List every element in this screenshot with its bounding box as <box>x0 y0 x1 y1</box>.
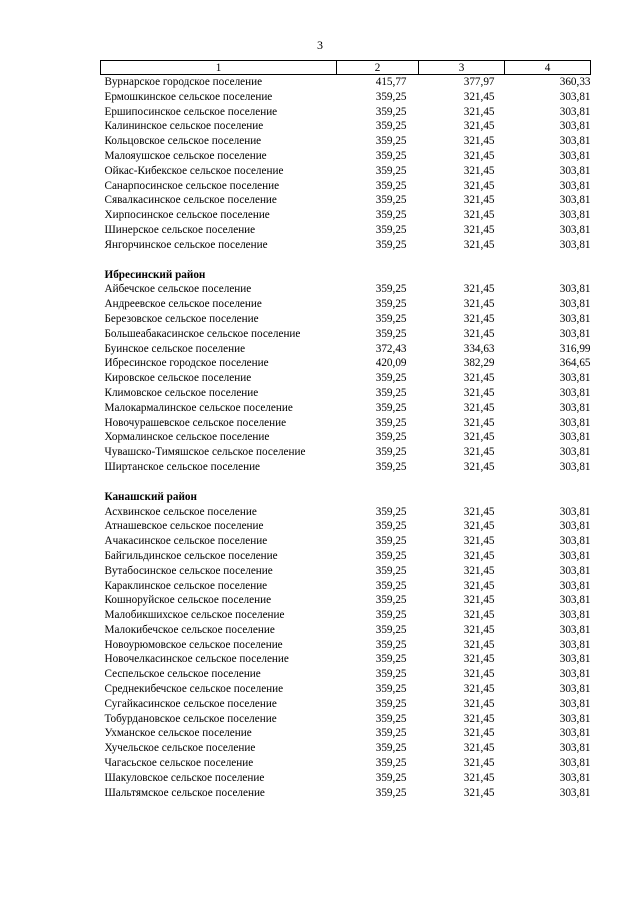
value-col-3: 321,45 <box>463 223 495 236</box>
settlement-name: Кошноруйское сельское поселение <box>104 594 272 607</box>
value-col-3: 321,45 <box>463 179 495 192</box>
table-row <box>101 164 591 179</box>
settlement-name: Малокибечское сельское поселение <box>104 623 275 636</box>
settlement-name: Среднекибечское сельское поселение <box>104 683 284 696</box>
value-col-4: 303,81 <box>559 564 591 577</box>
settlement-name: Хормалинское сельское поселение <box>104 431 270 444</box>
table-row <box>101 505 591 520</box>
value-col-2: 359,25 <box>375 283 407 296</box>
value-col-3: 321,45 <box>463 697 495 710</box>
value-col-2: 359,25 <box>375 520 407 533</box>
table-row <box>101 401 591 416</box>
district-heading <box>101 268 591 283</box>
value-col-4: 303,81 <box>559 105 591 118</box>
value-col-4: 303,81 <box>559 683 591 696</box>
table-row <box>101 75 591 90</box>
district-heading <box>101 490 591 505</box>
table-row <box>101 297 591 312</box>
value-col-4: 303,81 <box>559 579 591 592</box>
value-col-4: 303,81 <box>559 238 591 251</box>
value-col-2: 359,25 <box>375 416 407 429</box>
value-col-4: 303,81 <box>559 609 591 622</box>
value-col-4: 303,81 <box>559 549 591 562</box>
value-col-4: 303,81 <box>559 653 591 666</box>
table-row <box>101 223 591 238</box>
header-col-4: 4 <box>505 61 591 75</box>
value-col-2: 359,25 <box>375 697 407 710</box>
value-col-2: 359,25 <box>375 298 407 311</box>
table-row <box>101 134 591 149</box>
table-row <box>101 208 591 223</box>
value-col-3: 321,45 <box>463 505 495 518</box>
value-col-3: 321,45 <box>463 386 495 399</box>
value-col-3: 321,45 <box>463 401 495 414</box>
page-number: 3 <box>317 38 323 52</box>
value-col-2: 359,25 <box>375 120 407 133</box>
value-col-4: 303,81 <box>559 135 591 148</box>
value-col-2: 359,25 <box>375 757 407 770</box>
value-col-4: 303,81 <box>559 372 591 385</box>
table-row <box>101 327 591 342</box>
table-row <box>101 623 591 638</box>
value-col-4: 303,81 <box>559 327 591 340</box>
value-col-3: 321,45 <box>463 312 495 325</box>
value-col-4: 303,81 <box>559 283 591 296</box>
value-col-3: 321,45 <box>463 564 495 577</box>
value-col-3: 321,45 <box>463 742 495 755</box>
table-row <box>101 149 591 164</box>
value-col-3: 321,45 <box>463 283 495 296</box>
value-col-4: 303,81 <box>559 298 591 311</box>
settlement-name: Ачакасинское сельское поселение <box>104 535 268 548</box>
value-col-3: 321,45 <box>463 712 495 725</box>
value-col-3: 321,45 <box>463 135 495 148</box>
value-col-3: 321,45 <box>463 609 495 622</box>
value-col-2: 359,25 <box>375 386 407 399</box>
value-col-4: 303,81 <box>559 460 591 473</box>
value-col-4: 316,99 <box>559 342 591 355</box>
value-col-3: 321,45 <box>463 668 495 681</box>
table-row <box>101 416 591 431</box>
settlement-name: Малокармалинское сельское поселение <box>104 401 293 414</box>
value-col-2: 359,25 <box>375 179 407 192</box>
value-col-3: 321,45 <box>463 549 495 562</box>
table-row <box>101 638 591 653</box>
table-row <box>101 430 591 445</box>
value-col-3: 321,45 <box>463 149 495 162</box>
settlement-name: Малобикшихское сельское поселение <box>104 609 285 622</box>
table-row <box>101 756 591 771</box>
settlement-name: Климовское сельское поселение <box>104 386 259 399</box>
value-col-2: 420,09 <box>375 357 407 370</box>
settlement-name: Буинское сельское поселение <box>104 342 246 355</box>
value-col-3: 377,97 <box>463 76 495 88</box>
value-col-3: 321,45 <box>463 105 495 118</box>
table-row <box>101 712 591 727</box>
value-col-2: 359,25 <box>375 431 407 444</box>
value-col-3: 321,45 <box>463 120 495 133</box>
value-col-4: 303,81 <box>559 149 591 162</box>
settlement-name: Байгильдинское сельское поселение <box>104 549 278 562</box>
value-col-3: 321,45 <box>463 446 495 459</box>
table-row <box>101 682 591 697</box>
settlement-name: Хирпосинское сельское поселение <box>104 209 270 222</box>
value-col-2: 359,25 <box>375 549 407 562</box>
table-row <box>101 312 591 327</box>
table-row <box>101 549 591 564</box>
value-col-4: 303,81 <box>559 505 591 518</box>
district-title: Канашский район <box>104 490 197 503</box>
settlement-name: Сугайкасинское сельское поселение <box>104 697 277 710</box>
value-col-4: 303,81 <box>559 535 591 548</box>
table-row <box>101 534 591 549</box>
table-row <box>101 564 591 579</box>
header-col-1: 1 <box>101 61 337 75</box>
settlement-name: Ершипосинское сельское поселение <box>104 105 278 118</box>
value-col-4: 360,33 <box>559 76 591 88</box>
value-col-2: 359,25 <box>375 638 407 651</box>
settlement-name: Вутабосинское сельское поселение <box>104 564 273 577</box>
value-col-3: 321,45 <box>463 594 495 607</box>
value-col-4: 303,81 <box>559 194 591 207</box>
value-col-2: 359,25 <box>375 446 407 459</box>
value-col-2: 359,25 <box>375 594 407 607</box>
value-col-4: 303,81 <box>559 638 591 651</box>
header-col-2: 2 <box>337 61 419 75</box>
value-col-4: 303,81 <box>559 668 591 681</box>
group-spacer <box>101 475 591 490</box>
value-col-2: 359,25 <box>375 727 407 740</box>
value-col-4: 303,81 <box>559 312 591 325</box>
settlement-name: Ибресинское городское поселение <box>104 357 269 370</box>
value-col-2: 359,25 <box>375 327 407 340</box>
table-row <box>101 667 591 682</box>
value-col-4: 303,81 <box>559 697 591 710</box>
value-col-2: 359,25 <box>375 460 407 473</box>
value-col-2: 359,25 <box>375 505 407 518</box>
settlement-name: Шинерское сельское поселение <box>104 223 256 236</box>
settlement-name: Хучельское сельское поселение <box>104 742 256 755</box>
header-col-3: 3 <box>419 61 505 75</box>
settlement-name: Чувашско-Тимяшское сельское поселение <box>104 446 306 459</box>
table-body <box>101 75 591 801</box>
settlement-name: Вурнарское городское поселение <box>104 76 263 88</box>
value-col-4: 303,81 <box>559 786 591 799</box>
settlement-name: Березовское сельское поселение <box>104 312 259 325</box>
value-col-3: 382,29 <box>463 357 495 370</box>
settlement-name: Кировское сельское поселение <box>104 372 252 385</box>
value-col-2: 359,25 <box>375 90 407 103</box>
value-col-2: 359,25 <box>375 786 407 799</box>
settlement-name: Новоурюмовское сельское поселение <box>104 638 283 651</box>
value-col-3: 321,45 <box>463 653 495 666</box>
value-col-2: 359,25 <box>375 135 407 148</box>
settlement-name: Шакуловское сельское поселение <box>104 771 265 784</box>
settlement-name: Новочелкасинское сельское поселение <box>104 653 289 666</box>
value-col-3: 321,45 <box>463 164 495 177</box>
value-col-2: 359,25 <box>375 149 407 162</box>
value-col-2: 359,25 <box>375 623 407 636</box>
settlement-name: Айбечское сельское поселение <box>104 283 252 296</box>
value-col-3: 321,45 <box>463 238 495 251</box>
table-row <box>101 726 591 741</box>
settlement-name: Кольцовское сельское поселение <box>104 135 262 148</box>
value-col-3: 321,45 <box>463 90 495 103</box>
table-header <box>101 61 591 75</box>
value-col-3: 321,45 <box>463 786 495 799</box>
settlement-name: Сеспельское сельское поселение <box>104 668 261 681</box>
value-col-3: 321,45 <box>463 727 495 740</box>
table-row <box>101 356 591 371</box>
value-col-4: 303,81 <box>559 520 591 533</box>
settlement-name: Сявалкасинское сельское поселение <box>104 194 277 207</box>
value-col-2: 359,25 <box>375 164 407 177</box>
settlement-name: Санарпосинское сельское поселение <box>104 179 280 192</box>
table-row <box>101 771 591 786</box>
settlement-name: Малояушское сельское поселение <box>104 149 267 162</box>
group-spacer <box>101 253 591 268</box>
value-col-2: 359,25 <box>375 372 407 385</box>
table-row <box>101 119 591 134</box>
value-col-4: 303,81 <box>559 712 591 725</box>
value-col-3: 321,45 <box>463 372 495 385</box>
tariff-table <box>100 60 591 800</box>
value-col-3: 334,63 <box>463 342 495 355</box>
value-col-3: 321,45 <box>463 638 495 651</box>
value-col-3: 321,45 <box>463 209 495 222</box>
settlement-name: Караклинское сельское поселение <box>104 579 268 592</box>
value-col-4: 303,81 <box>559 416 591 429</box>
table-row <box>101 193 591 208</box>
value-col-4: 303,81 <box>559 431 591 444</box>
table-row <box>101 579 591 594</box>
table-row <box>101 282 591 297</box>
value-col-3: 321,45 <box>463 431 495 444</box>
value-col-3: 321,45 <box>463 327 495 340</box>
settlement-name: Ширтанское сельское поселение <box>104 460 261 473</box>
value-col-4: 303,81 <box>559 179 591 192</box>
value-col-2: 359,25 <box>375 312 407 325</box>
settlement-name: Чагасьское сельское поселение <box>104 757 254 770</box>
value-col-3: 321,45 <box>463 520 495 533</box>
value-col-2: 359,25 <box>375 401 407 414</box>
district-title: Ибресинский район <box>104 268 206 281</box>
value-col-2: 359,25 <box>375 194 407 207</box>
value-col-4: 303,81 <box>559 727 591 740</box>
table-row <box>101 371 591 386</box>
value-col-3: 321,45 <box>463 416 495 429</box>
table-row <box>101 179 591 194</box>
settlement-name: Янгорчинское сельское поселение <box>104 238 268 251</box>
table-row <box>101 652 591 667</box>
value-col-3: 321,45 <box>463 683 495 696</box>
value-col-2: 359,25 <box>375 223 407 236</box>
value-col-4: 303,81 <box>559 386 591 399</box>
table-row <box>101 342 591 357</box>
value-col-2: 359,25 <box>375 209 407 222</box>
value-col-4: 364,65 <box>559 357 591 370</box>
value-col-2: 359,25 <box>375 609 407 622</box>
table-row <box>101 786 591 801</box>
value-col-2: 359,25 <box>375 668 407 681</box>
settlement-name: Ойкас-Кибекское сельское поселение <box>104 164 284 177</box>
value-col-4: 303,81 <box>559 120 591 133</box>
value-col-3: 321,45 <box>463 298 495 311</box>
settlement-name: Калининское сельское поселение <box>104 120 264 133</box>
value-col-2: 359,25 <box>375 238 407 251</box>
value-col-4: 303,81 <box>559 90 591 103</box>
table-row <box>101 105 591 120</box>
value-col-4: 303,81 <box>559 771 591 784</box>
value-col-4: 303,81 <box>559 446 591 459</box>
value-col-2: 359,25 <box>375 653 407 666</box>
settlement-name: Атнашевское сельское поселение <box>104 520 264 533</box>
value-col-2: 359,25 <box>375 564 407 577</box>
settlement-name: Андреевское сельское поселение <box>104 298 262 311</box>
settlement-name: Асхвинское сельское поселение <box>104 505 257 518</box>
table-row <box>101 238 591 253</box>
value-col-4: 303,81 <box>559 401 591 414</box>
value-col-4: 303,81 <box>559 209 591 222</box>
value-col-2: 359,25 <box>375 771 407 784</box>
value-col-2: 359,25 <box>375 579 407 592</box>
settlement-name: Шальтямское сельское поселение <box>104 786 265 799</box>
settlement-name: Ермошкинское сельское поселение <box>104 90 273 103</box>
table-row <box>101 697 591 712</box>
value-col-2: 359,25 <box>375 712 407 725</box>
value-col-4: 303,81 <box>559 594 591 607</box>
settlement-name: Ухманское сельское поселение <box>104 727 252 740</box>
value-col-3: 321,45 <box>463 771 495 784</box>
value-col-3: 321,45 <box>463 579 495 592</box>
table-row <box>101 741 591 756</box>
settlement-name: Большеабакасинское сельское поселение <box>104 327 301 340</box>
value-col-4: 303,81 <box>559 164 591 177</box>
value-col-2: 359,25 <box>375 535 407 548</box>
value-col-2: 359,25 <box>375 742 407 755</box>
table-row <box>101 386 591 401</box>
value-col-3: 321,45 <box>463 757 495 770</box>
value-col-4: 303,81 <box>559 623 591 636</box>
value-col-3: 321,45 <box>463 623 495 636</box>
value-col-2: 372,43 <box>375 342 407 355</box>
value-col-4: 303,81 <box>559 757 591 770</box>
table-row <box>101 90 591 105</box>
table-row <box>101 460 591 475</box>
value-col-2: 359,25 <box>375 105 407 118</box>
value-col-4: 303,81 <box>559 742 591 755</box>
table-row <box>101 445 591 460</box>
settlement-name: Новочурашевское сельское поселение <box>104 416 287 429</box>
value-col-4: 303,81 <box>559 223 591 236</box>
table-row <box>101 519 591 534</box>
table-row <box>101 608 591 623</box>
settlement-name: Тобурдановское сельское поселение <box>104 712 277 725</box>
table-row <box>101 593 591 608</box>
value-col-2: 415,77 <box>375 76 407 88</box>
value-col-3: 321,45 <box>463 460 495 473</box>
value-col-2: 359,25 <box>375 683 407 696</box>
value-col-3: 321,45 <box>463 535 495 548</box>
value-col-3: 321,45 <box>463 194 495 207</box>
